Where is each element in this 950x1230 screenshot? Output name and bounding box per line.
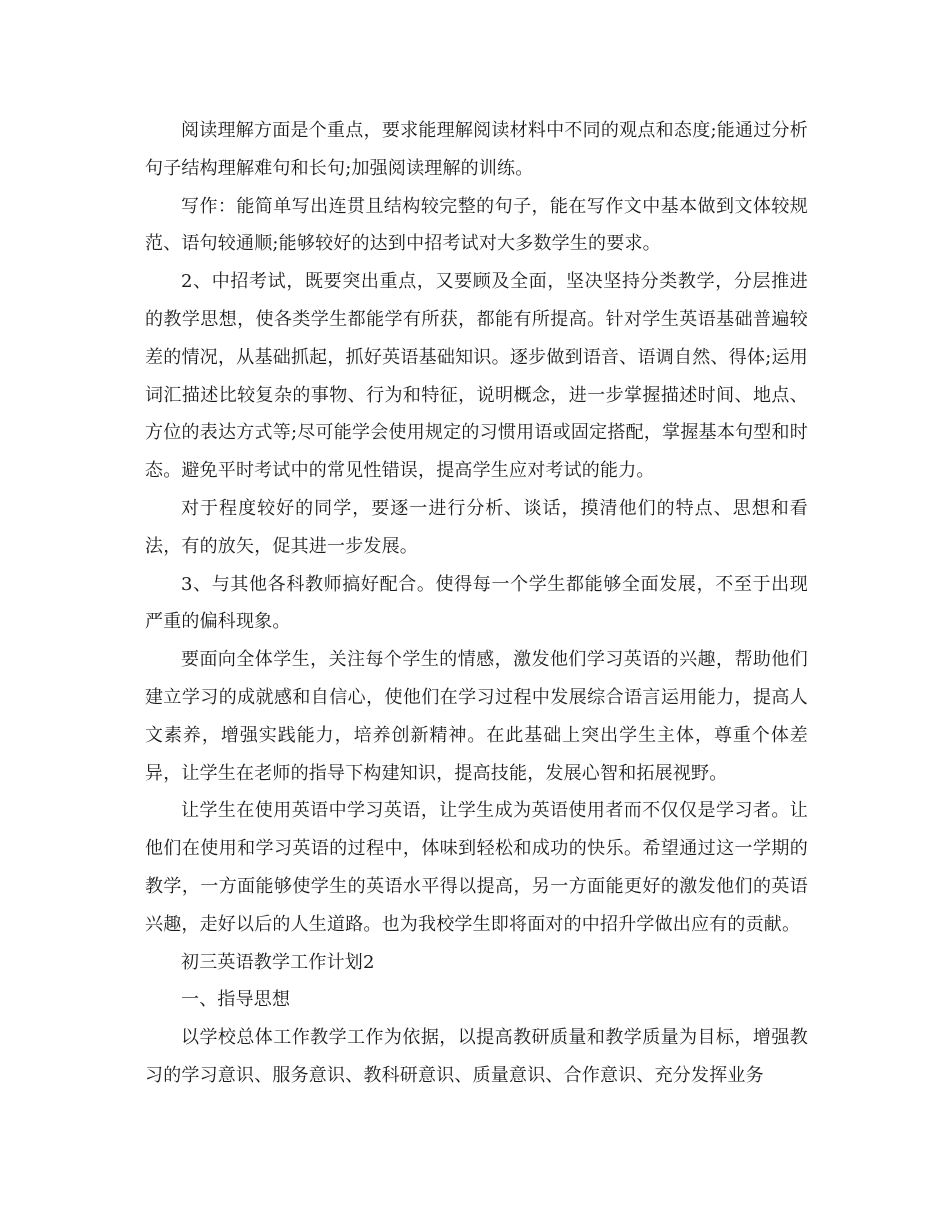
section-title: 初三英语教学工作计划2	[181, 951, 375, 973]
paragraph-advanced-students: 对于程度较好的同学，要逐一进行分析、谈话，摸清他们的特点、思想和看法，有的放矢，促其进一步发展。	[145, 497, 808, 557]
paragraph-guiding-ideology: 以学校总体工作教学工作为依据，以提高教研质量和教学质量为目标，增强教习的学习意识、服务意识、教科研意识、质量意识、合作意识、充分发挥业务	[145, 1027, 808, 1086]
paragraph-cooperation: 3、与其他各科教师搞好配合。使得每一个学生都能够全面发展，不至于出现严重的偏科现象。	[145, 573, 808, 633]
paragraph-use-english: 让学生在使用英语中学习英语，让学生成为英语使用者而不仅仅是学习者。让他们在使用和学习英语的过程中，体味到轻松和成功的快乐。希望通过这一学期的教学，一方面能够使学生的英语水平得以提高，另一方面能更好的激发他们的英语兴趣，走好以后的人生道路。也为我校学生即将面对的中招升学做出应有的贡献。	[145, 800, 808, 935]
paragraph-all-students: 要面向全体学生，关注每个学生的情感，激发他们学习英语的兴趣，帮助他们建立学习的成就感和自信心，使他们在学习过程中发展综合语言运用能力，提高人文素养，增强实践能力，培养创新精神。在此基础上突出学生主体，尊重个体差异，让学生在老师的指导下构建知识，提高技能，发展心智和拓展视野。	[145, 649, 808, 784]
section-heading-guiding-ideology: 一、指导思想	[181, 989, 291, 1011]
paragraph-writing: 写作：能简单写出连贯且结构较完整的句子，能在写作文中基本做到文体较规范、语句较通顺;能够较好的达到中招考试对大多数学生的要求。	[145, 195, 808, 255]
document-body	[145, 112, 808, 1095]
paragraph-reading: 阅读理解方面是个重点，要求能理解阅读材料中不同的观点和态度;能通过分析句子结构理解难句和长句;加强阅读理解的训练。	[145, 120, 808, 179]
paragraph-exam: 2、中招考试，既要突出重点，又要顾及全面，坚决坚持分类教学，分层推进的教学思想，使各类学生都能学有所获，都能有所提高。针对学生英语基础普遍较差的情况，从基础抓起，抓好英语基础知识。逐步做到语音、语调自然、得体;运用词汇描述比较复杂的事物、行为和特征，说明概念，进一步掌握描述时间、地点、方位的表达方式等;尽可能学会使用规定的习惯用语或固定搭配，掌握基本句型和时态。避免平时考试中的常见性错误，提高学生应对考试的能力。	[145, 271, 808, 482]
